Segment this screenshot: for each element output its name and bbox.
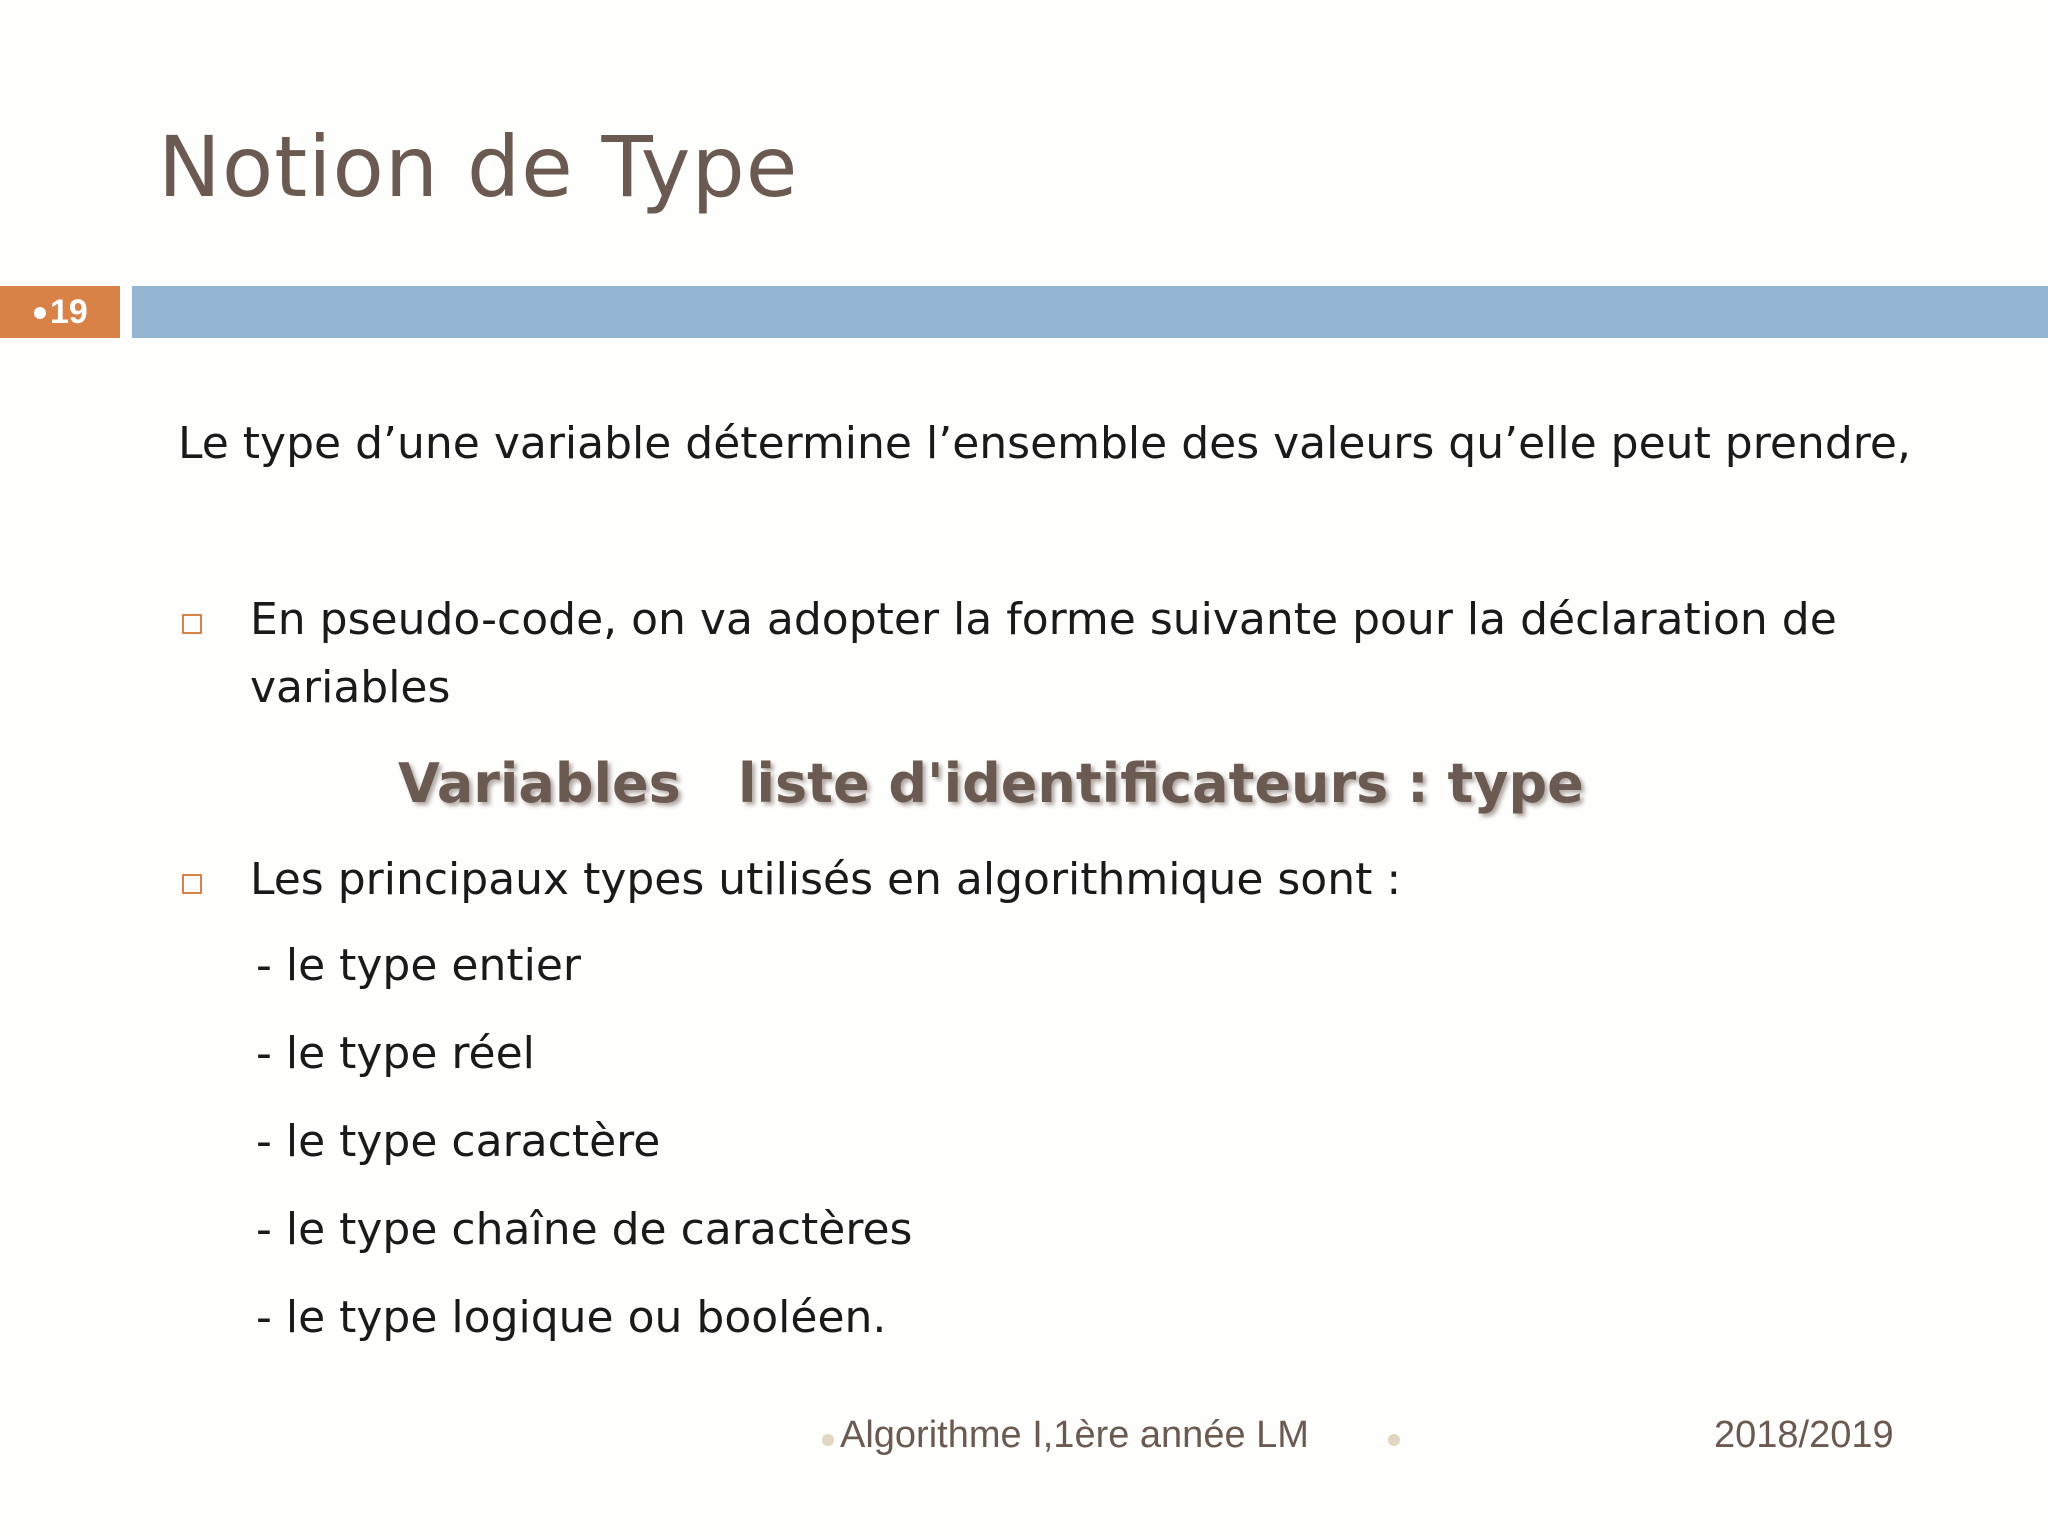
slide-number-badge	[0, 286, 120, 338]
footer-dot-icon	[822, 1434, 834, 1446]
bullet-declaration-line1: En pseudo-code, on va adopter la forme suivante pour la déclaration de	[250, 594, 1837, 645]
header-bar	[132, 286, 2048, 338]
slide-title: Notion de Type	[158, 118, 799, 216]
bullet-dot-icon	[34, 307, 46, 319]
syntax-keyword: Variables	[398, 752, 681, 815]
footer-dot-icon	[1388, 1434, 1400, 1446]
square-bullet-icon	[182, 614, 202, 634]
intro-text: Le type d’une variable détermine l’ensemble des valeurs qu’elle peut prendre,	[178, 418, 1911, 469]
type-item-entier: - le type entier	[256, 940, 582, 991]
type-item-booleen: - le type logique ou booléen.	[256, 1292, 887, 1343]
footer-course: Algorithme I,1ère année LM	[840, 1414, 1309, 1456]
bullet-declaration-line2: variables	[250, 662, 451, 713]
square-bullet-icon	[182, 874, 202, 894]
syntax-rest: liste d'identificateurs : type	[738, 752, 1584, 815]
type-item-caractere: - le type caractère	[256, 1116, 661, 1167]
type-item-reel: - le type réel	[256, 1028, 535, 1079]
type-item-chaine: - le type chaîne de caractères	[256, 1204, 913, 1255]
bullet-types-line1: Les principaux types utilisés en algorithmique sont :	[250, 854, 1402, 905]
slide-number: 19	[50, 293, 88, 331]
footer-year: 2018/2019	[1714, 1414, 1894, 1456]
